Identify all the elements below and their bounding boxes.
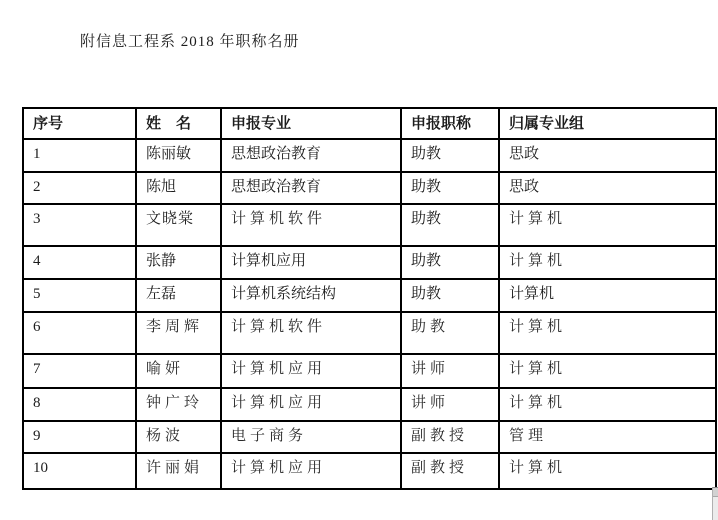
scrollbar-fragment[interactable] xyxy=(712,487,718,520)
table-cell: 思政 xyxy=(499,139,716,172)
table-cell: 助教 xyxy=(401,204,499,246)
table-cell: 管理 xyxy=(499,421,716,453)
table-cell: 计算机 xyxy=(499,388,716,421)
table-cell: 杨波 xyxy=(136,421,221,453)
table-row xyxy=(23,312,716,354)
table-row xyxy=(23,453,716,489)
table-cell: 陈旭 xyxy=(136,172,221,204)
table-cell: 助教 xyxy=(401,279,499,312)
table-cell: 助教 xyxy=(401,246,499,279)
table-cell: 思想政治教育 xyxy=(221,139,401,172)
table-row xyxy=(23,421,716,453)
table-header-row xyxy=(23,108,716,139)
table-cell: 计算机 xyxy=(499,246,716,279)
table-cell: 计算机 xyxy=(499,453,716,489)
table-row xyxy=(23,246,716,279)
table-cell: 助教 xyxy=(401,139,499,172)
column-header-title: 申报职称 xyxy=(401,108,499,139)
column-header-no: 序号 xyxy=(23,108,136,139)
table-cell: 计算机 xyxy=(499,279,716,312)
table-cell: 计算机 xyxy=(499,204,716,246)
scrollbar-grip[interactable] xyxy=(713,488,718,497)
document-title: 附信息工程系 2018 年职称名册 xyxy=(80,34,300,50)
table-cell: 电子商务 xyxy=(221,421,401,453)
table-cell: 3 xyxy=(23,204,136,246)
table-cell: 计算机 xyxy=(499,312,716,354)
table-cell: 许丽娟 xyxy=(136,453,221,489)
table-cell: 计算机应用 xyxy=(221,388,401,421)
table-cell: 10 xyxy=(23,453,136,489)
table-cell: 计算机应用 xyxy=(221,246,401,279)
table-cell: 喻妍 xyxy=(136,354,221,388)
table-row xyxy=(23,172,716,204)
table-cell: 副教授 xyxy=(401,453,499,489)
table-cell: 计算机软件 xyxy=(221,204,401,246)
table-cell: 5 xyxy=(23,279,136,312)
column-header-name: 姓 名 xyxy=(136,108,221,139)
table-cell: 李周辉 xyxy=(136,312,221,354)
table-cell: 思想政治教育 xyxy=(221,172,401,204)
table-row xyxy=(23,354,716,388)
table-cell: 副教授 xyxy=(401,421,499,453)
table-body xyxy=(23,139,716,489)
table-cell: 计算机应用 xyxy=(221,453,401,489)
table-cell: 计算机软件 xyxy=(221,312,401,354)
table-cell: 钟广玲 xyxy=(136,388,221,421)
table-cell: 助教 xyxy=(401,172,499,204)
table-cell: 7 xyxy=(23,354,136,388)
table-cell: 计算机 xyxy=(499,354,716,388)
table-cell: 思政 xyxy=(499,172,716,204)
table-cell: 左磊 xyxy=(136,279,221,312)
table-row xyxy=(23,139,716,172)
table-cell: 文晓棠 xyxy=(136,204,221,246)
table-cell: 讲师 xyxy=(401,388,499,421)
table-cell: 8 xyxy=(23,388,136,421)
column-header-major: 申报专业 xyxy=(221,108,401,139)
table-cell: 讲师 xyxy=(401,354,499,388)
table-cell: 计算机应用 xyxy=(221,354,401,388)
table-cell: 2 xyxy=(23,172,136,204)
table-row xyxy=(23,279,716,312)
table-cell: 计算机系统结构 xyxy=(221,279,401,312)
roster-table xyxy=(22,107,717,490)
table-row xyxy=(23,388,716,421)
table-cell: 陈丽敏 xyxy=(136,139,221,172)
table-cell: 张静 xyxy=(136,246,221,279)
table-cell: 6 xyxy=(23,312,136,354)
table-cell: 4 xyxy=(23,246,136,279)
table-cell: 1 xyxy=(23,139,136,172)
table-cell: 助教 xyxy=(401,312,499,354)
table-row xyxy=(23,204,716,246)
column-header-group: 归属专业组 xyxy=(499,108,716,139)
table-cell: 9 xyxy=(23,421,136,453)
